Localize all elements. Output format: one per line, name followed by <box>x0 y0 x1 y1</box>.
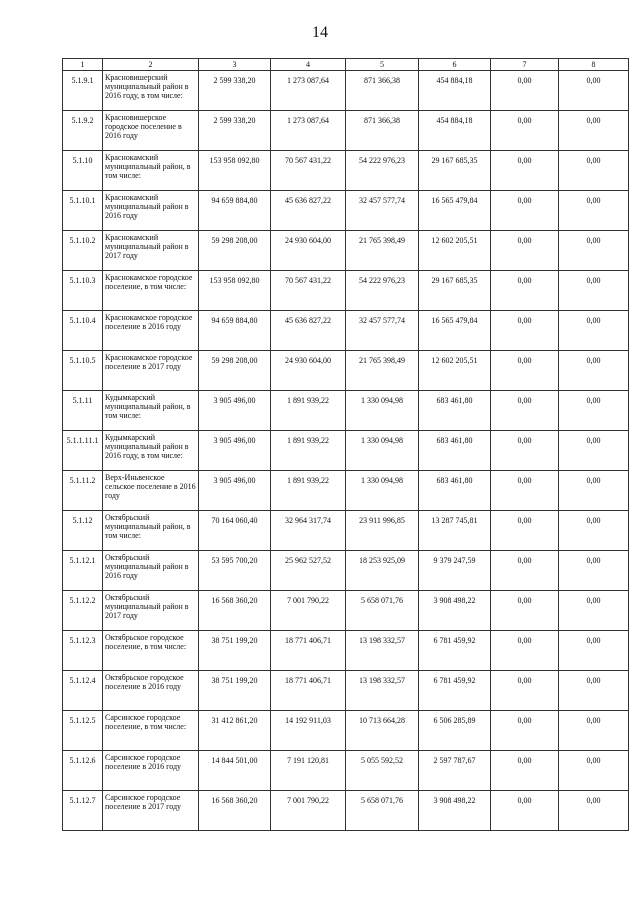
row-number-cell: 5.1.12.4 <box>63 671 103 711</box>
header-cell: 3 <box>199 59 271 71</box>
table-row <box>63 471 629 511</box>
header-cell: 4 <box>271 59 346 71</box>
value-cell: 683 461,80 <box>419 391 491 431</box>
value-cell: 0,00 <box>491 111 559 151</box>
value-cell: 6 781 459,92 <box>419 631 491 671</box>
value-cell: 0,00 <box>559 71 629 111</box>
table-row <box>63 191 629 231</box>
row-name-cell: Октябрьское городское поселение, в том числе: <box>103 631 199 671</box>
value-cell: 21 765 398,49 <box>346 231 419 271</box>
value-cell: 153 958 092,80 <box>199 271 271 311</box>
value-cell: 5 055 592,52 <box>346 751 419 791</box>
value-cell: 45 636 827,22 <box>271 191 346 231</box>
value-cell: 0,00 <box>559 151 629 191</box>
row-number-cell: 5.1.11 <box>63 391 103 431</box>
value-cell: 13 198 332,57 <box>346 631 419 671</box>
value-cell: 59 298 208,00 <box>199 231 271 271</box>
value-cell: 25 962 527,52 <box>271 551 346 591</box>
value-cell: 1 330 094,98 <box>346 431 419 471</box>
value-cell: 10 713 664,28 <box>346 711 419 751</box>
row-name-cell: Красновишерское городское поселение в 2016 году <box>103 111 199 151</box>
value-cell: 3 905 496,00 <box>199 471 271 511</box>
value-cell: 1 891 939,22 <box>271 471 346 511</box>
row-number-cell: 5.1.12.7 <box>63 791 103 831</box>
value-cell: 0,00 <box>491 71 559 111</box>
table-row <box>63 311 629 351</box>
value-cell: 683 461,80 <box>419 471 491 511</box>
header-cell: 6 <box>419 59 491 71</box>
header-cell: 1 <box>63 59 103 71</box>
row-name-cell: Краснокамское городское поселение в 2016 году <box>103 311 199 351</box>
value-cell: 0,00 <box>491 471 559 511</box>
value-cell: 38 751 199,20 <box>199 631 271 671</box>
row-name-cell: Верх-Иньвенское сельское поселение в 2016 году <box>103 471 199 511</box>
table-row <box>63 511 629 551</box>
value-cell: 13 198 332,57 <box>346 671 419 711</box>
value-cell: 32 457 577,74 <box>346 191 419 231</box>
value-cell: 0,00 <box>491 631 559 671</box>
value-cell: 0,00 <box>491 511 559 551</box>
value-cell: 18 253 925,09 <box>346 551 419 591</box>
table-row <box>63 551 629 591</box>
table-row <box>63 391 629 431</box>
value-cell: 21 765 398,49 <box>346 351 419 391</box>
value-cell: 0,00 <box>491 751 559 791</box>
value-cell: 14 844 501,00 <box>199 751 271 791</box>
header-cell: 5 <box>346 59 419 71</box>
value-cell: 1 891 939,22 <box>271 431 346 471</box>
row-name-cell: Сарсинское городское поселение, в том числе: <box>103 711 199 751</box>
value-cell: 0,00 <box>559 551 629 591</box>
value-cell: 0,00 <box>559 591 629 631</box>
value-cell: 29 167 685,35 <box>419 151 491 191</box>
row-number-cell: 5.1.10.1 <box>63 191 103 231</box>
value-cell: 153 958 092,80 <box>199 151 271 191</box>
value-cell: 1 273 087,64 <box>271 111 346 151</box>
row-name-cell: Октябрьский муниципальный район, в том числе: <box>103 511 199 551</box>
row-number-cell: 5.1.12.2 <box>63 591 103 631</box>
row-number-cell: 5.1.10.5 <box>63 351 103 391</box>
value-cell: 70 164 060,40 <box>199 511 271 551</box>
row-name-cell: Краснокамский муниципальный район, в том числе: <box>103 151 199 191</box>
value-cell: 14 192 911,03 <box>271 711 346 751</box>
value-cell: 2 599 338,20 <box>199 111 271 151</box>
row-number-cell: 5.1.10.3 <box>63 271 103 311</box>
value-cell: 0,00 <box>491 551 559 591</box>
value-cell: 13 287 745,81 <box>419 511 491 551</box>
value-cell: 94 659 884,80 <box>199 311 271 351</box>
value-cell: 871 366,38 <box>346 111 419 151</box>
value-cell: 45 636 827,22 <box>271 311 346 351</box>
value-cell: 32 457 577,74 <box>346 311 419 351</box>
value-cell: 7 001 790,22 <box>271 591 346 631</box>
value-cell: 1 330 094,98 <box>346 391 419 431</box>
table-body <box>63 71 629 831</box>
value-cell: 16 568 360,20 <box>199 791 271 831</box>
table-row <box>63 431 629 471</box>
value-cell: 54 222 976,23 <box>346 271 419 311</box>
table-row <box>63 631 629 671</box>
value-cell: 32 964 317,74 <box>271 511 346 551</box>
value-cell: 24 930 604,00 <box>271 231 346 271</box>
row-name-cell: Кудымкарский муниципальный район, в том числе: <box>103 391 199 431</box>
row-number-cell: 5.1.9.1 <box>63 71 103 111</box>
table-row <box>63 671 629 711</box>
value-cell: 2 597 787,67 <box>419 751 491 791</box>
value-cell: 0,00 <box>491 391 559 431</box>
table-row <box>63 271 629 311</box>
row-name-cell: Краснокамское городское поселение в 2017 году <box>103 351 199 391</box>
row-name-cell: Сарсинское городское поселение в 2016 году <box>103 751 199 791</box>
value-cell: 6 506 285,89 <box>419 711 491 751</box>
value-cell: 59 298 208,00 <box>199 351 271 391</box>
value-cell: 0,00 <box>559 671 629 711</box>
value-cell: 70 567 431,22 <box>271 271 346 311</box>
value-cell: 24 930 604,00 <box>271 351 346 391</box>
value-cell: 0,00 <box>491 311 559 351</box>
value-cell: 871 366,38 <box>346 71 419 111</box>
value-cell: 38 751 199,20 <box>199 671 271 711</box>
row-number-cell: 5.1.10.2 <box>63 231 103 271</box>
value-cell: 0,00 <box>491 791 559 831</box>
table-row <box>63 711 629 751</box>
value-cell: 0,00 <box>559 191 629 231</box>
table-row <box>63 111 629 151</box>
row-number-cell: 5.1.12.1 <box>63 551 103 591</box>
value-cell: 0,00 <box>559 351 629 391</box>
row-name-cell: Октябрьский муниципальный район в 2017 году <box>103 591 199 631</box>
value-cell: 0,00 <box>491 231 559 271</box>
value-cell: 0,00 <box>559 751 629 791</box>
value-cell: 0,00 <box>491 431 559 471</box>
row-name-cell: Сарсинское городское поселение в 2017 году <box>103 791 199 831</box>
value-cell: 0,00 <box>491 151 559 191</box>
value-cell: 1 891 939,22 <box>271 391 346 431</box>
value-cell: 0,00 <box>559 111 629 151</box>
value-cell: 5 658 071,76 <box>346 791 419 831</box>
row-name-cell: Краснокамское городское поселение, в том числе: <box>103 271 199 311</box>
row-name-cell: Октябрьское городское поселение в 2016 году <box>103 671 199 711</box>
row-number-cell: 5.1.9.2 <box>63 111 103 151</box>
value-cell: 16 568 360,20 <box>199 591 271 631</box>
value-cell: 31 412 861,20 <box>199 711 271 751</box>
table-row <box>63 751 629 791</box>
value-cell: 0,00 <box>491 191 559 231</box>
page-number: 14 <box>312 24 328 41</box>
value-cell: 0,00 <box>559 631 629 671</box>
value-cell: 18 771 406,71 <box>271 671 346 711</box>
value-cell: 2 599 338,20 <box>199 71 271 111</box>
header-cell: 8 <box>559 59 629 71</box>
value-cell: 0,00 <box>559 311 629 351</box>
value-cell: 16 565 479,84 <box>419 191 491 231</box>
budget-table <box>62 58 629 831</box>
value-cell: 0,00 <box>491 711 559 751</box>
value-cell: 1 330 094,98 <box>346 471 419 511</box>
header-row <box>63 59 629 71</box>
value-cell: 0,00 <box>559 391 629 431</box>
row-number-cell: 5.1.12 <box>63 511 103 551</box>
row-number-cell: 5.1.12.3 <box>63 631 103 671</box>
value-cell: 1 273 087,64 <box>271 71 346 111</box>
value-cell: 0,00 <box>491 671 559 711</box>
row-name-cell: Октябрьский муниципальный район в 2016 году <box>103 551 199 591</box>
value-cell: 0,00 <box>491 591 559 631</box>
value-cell: 54 222 976,23 <box>346 151 419 191</box>
value-cell: 0,00 <box>559 471 629 511</box>
row-number-cell: 5.1.10 <box>63 151 103 191</box>
value-cell: 5 658 071,76 <box>346 591 419 631</box>
value-cell: 3 908 498,22 <box>419 591 491 631</box>
value-cell: 7 001 790,22 <box>271 791 346 831</box>
table-row <box>63 791 629 831</box>
row-name-cell: Краснокамский муниципальный район в 2017 году <box>103 231 199 271</box>
value-cell: 12 602 205,51 <box>419 231 491 271</box>
row-number-cell: 5.1.12.6 <box>63 751 103 791</box>
table-row <box>63 151 629 191</box>
row-number-cell: 5.1.12.5 <box>63 711 103 751</box>
value-cell: 0,00 <box>559 231 629 271</box>
value-cell: 0,00 <box>559 431 629 471</box>
value-cell: 0,00 <box>559 711 629 751</box>
value-cell: 94 659 884,80 <box>199 191 271 231</box>
row-name-cell: Кудымкарский муниципальный район в 2016 году, в том числе: <box>103 431 199 471</box>
value-cell: 12 602 205,51 <box>419 351 491 391</box>
row-number-cell: 5.1.10.4 <box>63 311 103 351</box>
value-cell: 23 911 996,85 <box>346 511 419 551</box>
value-cell: 0,00 <box>559 791 629 831</box>
row-name-cell: Краснокамский муниципальный район в 2016 году <box>103 191 199 231</box>
value-cell: 9 379 247,59 <box>419 551 491 591</box>
row-number-cell: 5.1.11.2 <box>63 471 103 511</box>
value-cell: 454 884,18 <box>419 71 491 111</box>
table-row <box>63 591 629 631</box>
table-row <box>63 351 629 391</box>
table-row <box>63 71 629 111</box>
value-cell: 0,00 <box>491 271 559 311</box>
value-cell: 29 167 685,35 <box>419 271 491 311</box>
row-number-cell: 5.1.1.11.1 <box>63 431 103 471</box>
value-cell: 0,00 <box>559 271 629 311</box>
value-cell: 6 781 459,92 <box>419 671 491 711</box>
value-cell: 18 771 406,71 <box>271 631 346 671</box>
value-cell: 16 565 479,84 <box>419 311 491 351</box>
value-cell: 53 595 700,20 <box>199 551 271 591</box>
row-name-cell: Красновишерский муниципальный район в 2016 году, в том числе: <box>103 71 199 111</box>
value-cell: 0,00 <box>559 511 629 551</box>
header-cell: 7 <box>491 59 559 71</box>
value-cell: 454 884,18 <box>419 111 491 151</box>
value-cell: 70 567 431,22 <box>271 151 346 191</box>
header-cell: 2 <box>103 59 199 71</box>
value-cell: 3 905 496,00 <box>199 431 271 471</box>
value-cell: 0,00 <box>491 351 559 391</box>
value-cell: 3 908 498,22 <box>419 791 491 831</box>
value-cell: 3 905 496,00 <box>199 391 271 431</box>
value-cell: 7 191 120,81 <box>271 751 346 791</box>
value-cell: 683 461,80 <box>419 431 491 471</box>
table-row <box>63 231 629 271</box>
